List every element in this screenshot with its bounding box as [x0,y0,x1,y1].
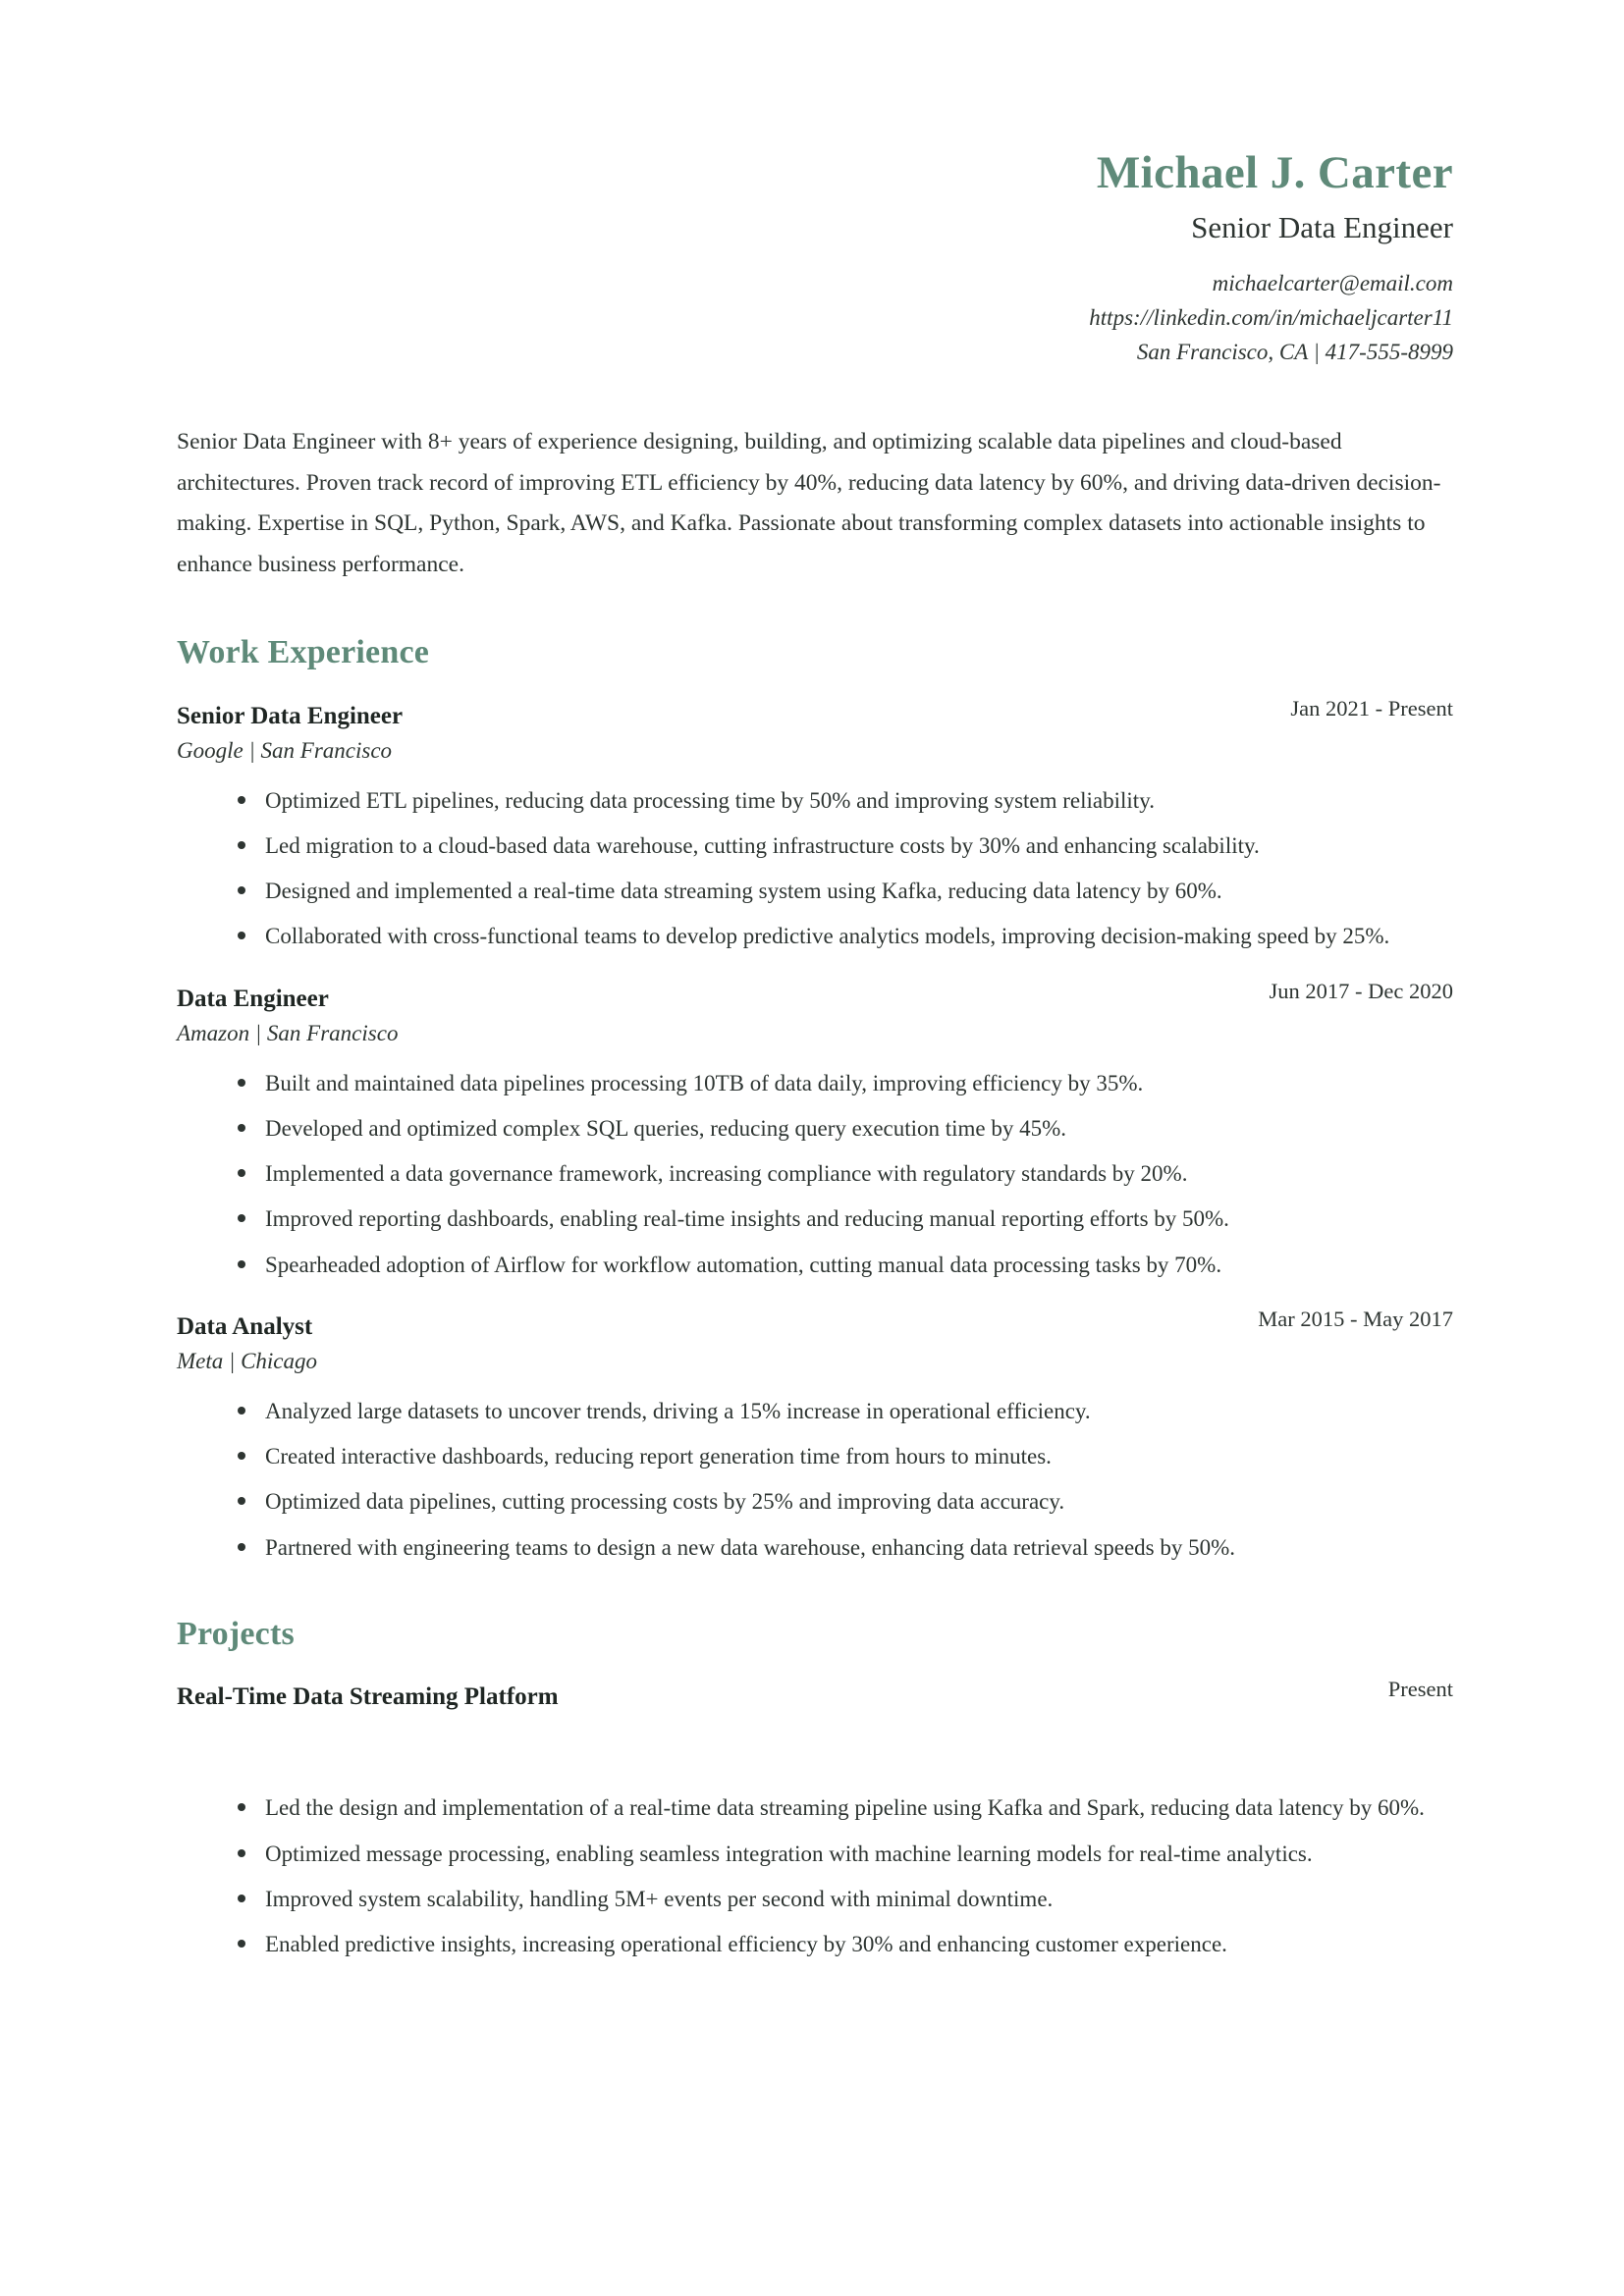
bullet-text: Improved system scalability, handling 5M+ events per second with minimal downtime. [265,1886,1054,1911]
bullet-dot-icon [238,1260,245,1268]
bullet-dot-icon [238,1803,245,1811]
resume-header [177,0,1453,370]
bullet-item [177,1482,1453,1522]
section-heading-projects: Projects [177,1615,295,1652]
bullet-dot-icon [238,1895,245,1902]
bullet-item [177,1246,1453,1285]
work-entry-title: Data Analyst [177,1312,313,1340]
work-entry-date: Jun 2017 - Dec 2020 [1269,978,1453,1003]
work-entry-company-location: Amazon | San Francisco [177,1020,399,1045]
bullet-text: Improved reporting dashboards, enabling real-time insights and reducing manual reporting efforts by 50%. [265,1206,1229,1232]
project-entry [177,1677,1453,1964]
bullet-item [177,1109,1453,1148]
bullet-item [177,1200,1453,1239]
project-entry-head [177,1677,1453,1714]
work-entry-head [177,695,1453,733]
work-entry-head [177,978,1453,1016]
work-entry-head [177,1306,1453,1344]
bullet-text: Led the design and implementation of a real-time data streaming pipeline using Kafka and Spark, reducing data latency by 60%. [265,1795,1425,1821]
work-entry [177,1306,1453,1568]
bullet-text: Collaborated with cross-functional teams to develop predictive analytics models, improving decision-making speed by 25%. [265,924,1390,949]
project-entry-subtitle [177,1716,1453,1771]
work-entry [177,978,1453,1285]
bullet-text: Created interactive dashboards, reducing report generation time from hours to minutes. [265,1444,1052,1469]
bullet-item [177,1880,1453,1919]
bullet-dot-icon [238,1940,245,1948]
contact-email[interactable]: michaelcarter@email.com [1212,270,1453,295]
work-entry-company-location: Meta | Chicago [177,1348,318,1373]
work-entry-title: Data Engineer [177,985,329,1012]
bullet-dot-icon [238,796,245,804]
bullet-dot-icon [238,932,245,939]
work-entry [177,695,1453,957]
professional-summary: Senior Data Engineer with 8+ years of experience designing, building, and optimizing scalable data pipelines and cloud-based architectures. Proven track record of improving ETL efficiency by 40%, reducing data latency by 60%, and driving data-driven decision-making. Expertise in SQL, Python, Spark, AWS, and Kafka. Passionate about transforming complex datasets into actionable insights to enhance business performance. [177,428,1441,578]
bullet-text: Implemented a data governance framework, increasing compliance with regulatory standards by 20%. [265,1161,1188,1187]
bullet-item [177,1437,1453,1476]
bullet-dot-icon [238,1452,245,1460]
section-heading-work-experience: Work Experience [177,634,430,671]
section-projects [177,1614,1453,1965]
bullet-dot-icon [238,1169,245,1177]
bullet-item [177,872,1453,911]
bullet-item [177,1064,1453,1103]
bullet-dot-icon [238,886,245,894]
bullet-text: Enabled predictive insights, increasing operational efficiency by 30% and enhancing customer experience. [265,1932,1227,1957]
project-entry-bullets [177,1789,1453,1964]
bullet-dot-icon [238,841,245,849]
work-entry-date: Jan 2021 - Present [1290,695,1453,721]
bullet-item [177,1835,1453,1874]
candidate-name: Michael J. Carter [1096,147,1453,198]
bullet-item [177,1925,1453,1964]
bullet-item [177,1789,1453,1828]
bullet-text: Optimized ETL pipelines, reducing data processing time by 50% and improving system reliability. [265,787,1155,813]
bullet-text: Designed and implemented a real-time data streaming system using Kafka, reducing data latency by 60%. [265,879,1222,904]
bullet-dot-icon [238,1214,245,1222]
bullet-item [177,1154,1453,1194]
candidate-job-title: Senior Data Engineer [1191,209,1453,244]
work-entry-bullets [177,781,1453,957]
bullet-text: Optimized message processing, enabling seamless integration with machine learning models for real-time analytics. [265,1841,1313,1866]
work-entry-date: Mar 2015 - May 2017 [1258,1306,1453,1331]
work-entry-title: Senior Data Engineer [177,702,404,729]
bullet-item [177,1528,1453,1568]
work-entry-company-location: Google | San Francisco [177,737,393,763]
bullet-item [177,1392,1453,1431]
work-entry-bullets [177,1392,1453,1568]
bullet-text: Optimized data pipelines, cutting processing costs by 25% and improving data accuracy. [265,1489,1065,1515]
bullet-text: Developed and optimized complex SQL queries, reducing query execution time by 45%. [265,1115,1067,1141]
bullet-item [177,781,1453,821]
contact-block [177,267,1453,370]
bullet-item [177,917,1453,956]
project-entry-date: Present [1387,1677,1453,1702]
bullet-item [177,827,1453,866]
bullet-text: Partnered with engineering teams to design a new data warehouse, enhancing data retrieval speeds by 50%. [265,1534,1236,1560]
bullet-text: Spearheaded adoption of Airflow for workflow automation, cutting manual data processing tasks by 70%. [265,1252,1222,1277]
bullet-dot-icon [238,1543,245,1551]
bullet-dot-icon [238,1497,245,1505]
bullet-text: Analyzed large datasets to uncover trends, driving a 15% increase in operational efficiency. [265,1398,1091,1423]
bullet-dot-icon [238,1407,245,1415]
bullet-dot-icon [238,1849,245,1857]
contact-linkedin[interactable]: https://linkedin.com/in/michaeljcarter11 [1089,304,1453,330]
bullet-text: Built and maintained data pipelines processing 10TB of data daily, improving efficiency by 35%. [265,1070,1144,1095]
project-entry-title: Real-Time Data Streaming Platform [177,1683,559,1711]
bullet-dot-icon [238,1079,245,1087]
bullet-dot-icon [238,1124,245,1132]
section-work-experience [177,632,1453,1568]
work-entry-bullets [177,1064,1453,1285]
bullet-text: Led migration to a cloud-based data warehouse, cutting infrastructure costs by 30% and enhancing scalability. [265,832,1260,858]
contact-location-phone: San Francisco, CA | 417-555-8999 [1136,339,1453,364]
